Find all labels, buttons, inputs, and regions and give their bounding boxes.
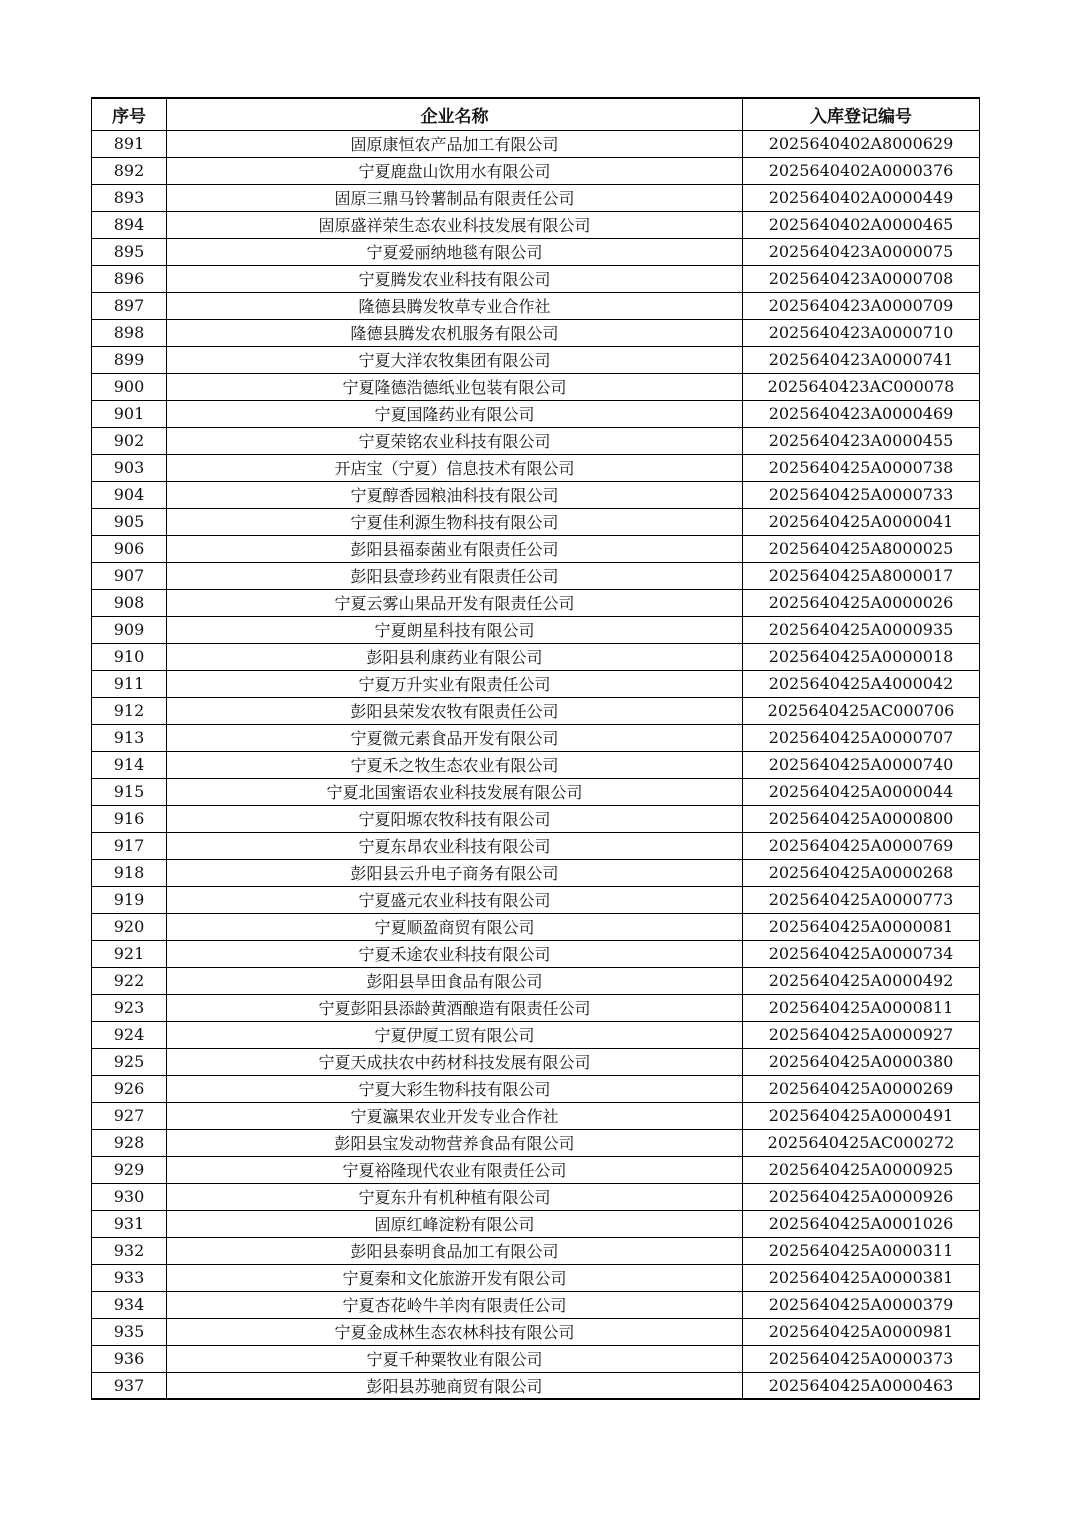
cell-registration-code: 2025640425A0000740 (743, 751, 980, 778)
cell-registration-code: 2025640425A0000927 (743, 1021, 980, 1048)
table-row (92, 130, 980, 157)
cell-company-name: 宁夏国隆药业有限公司 (167, 400, 743, 427)
table-row (92, 400, 980, 427)
cell-registration-code: 2025640402A0000376 (743, 157, 980, 184)
cell-serial-number: 906 (92, 535, 167, 562)
cell-registration-code: 2025640425AC000706 (743, 697, 980, 724)
cell-registration-code: 2025640425A0000268 (743, 859, 980, 886)
table-row (92, 346, 980, 373)
cell-registration-code: 2025640425A0000492 (743, 967, 980, 994)
table-row (92, 886, 980, 913)
cell-company-name: 宁夏秦和文化旅游开发有限公司 (167, 1264, 743, 1291)
cell-serial-number: 933 (92, 1264, 167, 1291)
header-company-name: 企业名称 (167, 98, 743, 130)
cell-registration-code: 2025640425A0000491 (743, 1102, 980, 1129)
cell-registration-code: 2025640423A0000075 (743, 238, 980, 265)
cell-company-name: 宁夏隆德浩德纸业包装有限公司 (167, 373, 743, 400)
cell-company-name: 宁夏杏花岭牛羊肉有限责任公司 (167, 1291, 743, 1318)
cell-serial-number: 913 (92, 724, 167, 751)
table-row (92, 535, 980, 562)
table-row (92, 778, 980, 805)
cell-company-name: 固原盛祥荣生态农业科技发展有限公司 (167, 211, 743, 238)
cell-serial-number: 897 (92, 292, 167, 319)
cell-company-name: 隆德县腾发牧草专业合作社 (167, 292, 743, 319)
cell-registration-code: 2025640425A8000025 (743, 535, 980, 562)
cell-serial-number: 895 (92, 238, 167, 265)
cell-registration-code: 2025640425A4000042 (743, 670, 980, 697)
cell-company-name: 宁夏禾途农业科技有限公司 (167, 940, 743, 967)
cell-registration-code: 2025640402A0000465 (743, 211, 980, 238)
table-row (92, 805, 980, 832)
table-row (92, 994, 980, 1021)
cell-registration-code: 2025640402A0000449 (743, 184, 980, 211)
table-row (92, 562, 980, 589)
table-row (92, 1021, 980, 1048)
cell-company-name: 宁夏腾发农业科技有限公司 (167, 265, 743, 292)
cell-registration-code: 2025640425A0000926 (743, 1183, 980, 1210)
table-row (92, 1102, 980, 1129)
cell-serial-number: 905 (92, 508, 167, 535)
cell-serial-number: 894 (92, 211, 167, 238)
table-row (92, 859, 980, 886)
cell-company-name: 彭阳县苏驰商贸有限公司 (167, 1372, 743, 1399)
cell-serial-number: 937 (92, 1372, 167, 1399)
cell-company-name: 彭阳县旱田食品有限公司 (167, 967, 743, 994)
cell-company-name: 固原红峰淀粉有限公司 (167, 1210, 743, 1237)
cell-serial-number: 903 (92, 454, 167, 481)
cell-company-name: 宁夏朗星科技有限公司 (167, 616, 743, 643)
cell-company-name: 宁夏醇香园粮油科技有限公司 (167, 481, 743, 508)
cell-company-name: 宁夏万升实业有限责任公司 (167, 670, 743, 697)
cell-serial-number: 929 (92, 1156, 167, 1183)
cell-serial-number: 919 (92, 886, 167, 913)
cell-registration-code: 2025640425A0000811 (743, 994, 980, 1021)
cell-serial-number: 908 (92, 589, 167, 616)
cell-company-name: 固原康恒农产品加工有限公司 (167, 130, 743, 157)
cell-registration-code: 2025640425A0000773 (743, 886, 980, 913)
table-row (92, 1318, 980, 1345)
table-row (92, 427, 980, 454)
cell-company-name: 宁夏爱丽纳地毯有限公司 (167, 238, 743, 265)
cell-registration-code: 2025640425A0000081 (743, 913, 980, 940)
cell-registration-code: 2025640425A0000018 (743, 643, 980, 670)
cell-registration-code: 2025640425A0000463 (743, 1372, 980, 1399)
header-serial-number: 序号 (92, 98, 167, 130)
cell-company-name: 宁夏天成扶农中药材科技发展有限公司 (167, 1048, 743, 1075)
cell-serial-number: 914 (92, 751, 167, 778)
cell-company-name: 彭阳县壹珍药业有限责任公司 (167, 562, 743, 589)
cell-serial-number: 899 (92, 346, 167, 373)
cell-registration-code: 2025640425AC000272 (743, 1129, 980, 1156)
table-row (92, 319, 980, 346)
cell-serial-number: 902 (92, 427, 167, 454)
cell-registration-code: 2025640425A0000734 (743, 940, 980, 967)
table-row (92, 967, 980, 994)
cell-company-name: 宁夏裕隆现代农业有限责任公司 (167, 1156, 743, 1183)
table-row (92, 1156, 980, 1183)
cell-registration-code: 2025640423A0000469 (743, 400, 980, 427)
cell-serial-number: 904 (92, 481, 167, 508)
header-registration-code: 入库登记编号 (743, 98, 980, 130)
cell-serial-number: 901 (92, 400, 167, 427)
cell-registration-code: 2025640425A0000041 (743, 508, 980, 535)
cell-company-name: 宁夏彭阳县添龄黄酒酿造有限责任公司 (167, 994, 743, 1021)
cell-company-name: 彭阳县福泰菌业有限责任公司 (167, 535, 743, 562)
cell-registration-code: 2025640425A8000017 (743, 562, 980, 589)
cell-serial-number: 892 (92, 157, 167, 184)
cell-registration-code: 2025640425A0000380 (743, 1048, 980, 1075)
cell-company-name: 宁夏鹿盘山饮用水有限公司 (167, 157, 743, 184)
cell-serial-number: 934 (92, 1291, 167, 1318)
cell-registration-code: 2025640425A0000026 (743, 589, 980, 616)
table-row (92, 697, 980, 724)
cell-company-name: 开店宝（宁夏）信息技术有限公司 (167, 454, 743, 481)
cell-company-name: 宁夏瀛果农业开发专业合作社 (167, 1102, 743, 1129)
cell-company-name: 宁夏顺盈商贸有限公司 (167, 913, 743, 940)
cell-registration-code: 2025640425A0000769 (743, 832, 980, 859)
cell-company-name: 宁夏佳利源生物科技有限公司 (167, 508, 743, 535)
cell-serial-number: 898 (92, 319, 167, 346)
cell-serial-number: 928 (92, 1129, 167, 1156)
cell-registration-code: 2025640423A0000455 (743, 427, 980, 454)
cell-company-name: 宁夏伊厦工贸有限公司 (167, 1021, 743, 1048)
cell-company-name: 彭阳县云升电子商务有限公司 (167, 859, 743, 886)
cell-registration-code: 2025640425A0000800 (743, 805, 980, 832)
table-row (92, 292, 980, 319)
cell-company-name: 宁夏阳塬农牧科技有限公司 (167, 805, 743, 832)
cell-company-name: 彭阳县宝发动物营养食品有限公司 (167, 1129, 743, 1156)
cell-registration-code: 2025640425A0000981 (743, 1318, 980, 1345)
table-row (92, 670, 980, 697)
cell-serial-number: 925 (92, 1048, 167, 1075)
cell-company-name: 宁夏禾之牧生态农业有限公司 (167, 751, 743, 778)
cell-serial-number: 893 (92, 184, 167, 211)
table-row (92, 616, 980, 643)
cell-serial-number: 909 (92, 616, 167, 643)
cell-serial-number: 917 (92, 832, 167, 859)
cell-company-name: 宁夏千种粟牧业有限公司 (167, 1345, 743, 1372)
table-row (92, 1291, 980, 1318)
cell-company-name: 彭阳县利康药业有限公司 (167, 643, 743, 670)
table-row (92, 643, 980, 670)
table-row (92, 1048, 980, 1075)
cell-company-name: 宁夏荣铭农业科技有限公司 (167, 427, 743, 454)
cell-serial-number: 936 (92, 1345, 167, 1372)
cell-registration-code: 2025640423A0000709 (743, 292, 980, 319)
table-row (92, 1210, 980, 1237)
cell-registration-code: 2025640425A0000935 (743, 616, 980, 643)
cell-company-name: 隆德县腾发农机服务有限公司 (167, 319, 743, 346)
cell-registration-code: 2025640423A0000741 (743, 346, 980, 373)
cell-company-name: 宁夏盛元农业科技有限公司 (167, 886, 743, 913)
cell-registration-code: 2025640425A0000925 (743, 1156, 980, 1183)
table-row (92, 832, 980, 859)
cell-serial-number: 896 (92, 265, 167, 292)
cell-registration-code: 2025640425A0000738 (743, 454, 980, 481)
cell-serial-number: 923 (92, 994, 167, 1021)
cell-serial-number: 891 (92, 130, 167, 157)
table-row (92, 1183, 980, 1210)
cell-registration-code: 2025640423A0000708 (743, 265, 980, 292)
cell-serial-number: 900 (92, 373, 167, 400)
cell-serial-number: 935 (92, 1318, 167, 1345)
cell-company-name: 彭阳县荣发农牧有限责任公司 (167, 697, 743, 724)
cell-serial-number: 920 (92, 913, 167, 940)
cell-serial-number: 916 (92, 805, 167, 832)
cell-company-name: 宁夏东昂农业科技有限公司 (167, 832, 743, 859)
table-row (92, 1264, 980, 1291)
cell-registration-code: 2025640425A0000707 (743, 724, 980, 751)
cell-registration-code: 2025640425A0000379 (743, 1291, 980, 1318)
cell-company-name: 宁夏云雾山果品开发有限责任公司 (167, 589, 743, 616)
cell-serial-number: 907 (92, 562, 167, 589)
cell-registration-code: 2025640425A0000733 (743, 481, 980, 508)
cell-serial-number: 918 (92, 859, 167, 886)
cell-company-name: 宁夏大洋农牧集团有限公司 (167, 346, 743, 373)
cell-company-name: 固原三鼎马铃薯制品有限责任公司 (167, 184, 743, 211)
cell-registration-code: 2025640423AC000078 (743, 373, 980, 400)
table-row (92, 1345, 980, 1372)
table-row (92, 913, 980, 940)
table-body (92, 130, 980, 1399)
cell-serial-number: 924 (92, 1021, 167, 1048)
table-row (92, 1075, 980, 1102)
cell-registration-code: 2025640425A0000311 (743, 1237, 980, 1264)
header-row (92, 98, 980, 130)
table-row (92, 940, 980, 967)
cell-serial-number: 932 (92, 1237, 167, 1264)
cell-company-name: 宁夏北国蜜语农业科技发展有限公司 (167, 778, 743, 805)
table-row (92, 481, 980, 508)
table-row (92, 724, 980, 751)
cell-company-name: 宁夏微元素食品开发有限公司 (167, 724, 743, 751)
enterprise-registry-table (91, 97, 980, 1400)
cell-serial-number: 912 (92, 697, 167, 724)
table-row (92, 1129, 980, 1156)
cell-serial-number: 930 (92, 1183, 167, 1210)
table-row (92, 751, 980, 778)
table-row (92, 238, 980, 265)
table-row (92, 1237, 980, 1264)
cell-registration-code: 2025640423A0000710 (743, 319, 980, 346)
table-row (92, 373, 980, 400)
cell-company-name: 宁夏大彩生物科技有限公司 (167, 1075, 743, 1102)
cell-registration-code: 2025640425A0000373 (743, 1345, 980, 1372)
table-header (92, 98, 980, 130)
table-row (92, 157, 980, 184)
cell-company-name: 宁夏金成林生态农林科技有限公司 (167, 1318, 743, 1345)
table-row (92, 265, 980, 292)
cell-serial-number: 931 (92, 1210, 167, 1237)
cell-registration-code: 2025640402A8000629 (743, 130, 980, 157)
table-row (92, 211, 980, 238)
cell-company-name: 宁夏东升有机种植有限公司 (167, 1183, 743, 1210)
table-row (92, 508, 980, 535)
table-row (92, 184, 980, 211)
cell-registration-code: 2025640425A0001026 (743, 1210, 980, 1237)
cell-company-name: 彭阳县泰明食品加工有限公司 (167, 1237, 743, 1264)
cell-serial-number: 910 (92, 643, 167, 670)
cell-serial-number: 927 (92, 1102, 167, 1129)
cell-serial-number: 915 (92, 778, 167, 805)
cell-registration-code: 2025640425A0000381 (743, 1264, 980, 1291)
table-row (92, 454, 980, 481)
cell-serial-number: 911 (92, 670, 167, 697)
cell-serial-number: 926 (92, 1075, 167, 1102)
table-row (92, 1372, 980, 1399)
cell-registration-code: 2025640425A0000269 (743, 1075, 980, 1102)
cell-registration-code: 2025640425A0000044 (743, 778, 980, 805)
cell-serial-number: 921 (92, 940, 167, 967)
cell-serial-number: 922 (92, 967, 167, 994)
table-row (92, 589, 980, 616)
